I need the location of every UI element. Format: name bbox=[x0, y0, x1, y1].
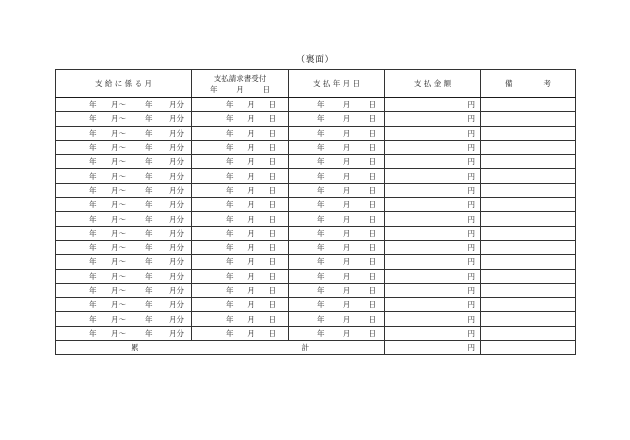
remarks-cell[interactable] bbox=[481, 312, 576, 326]
header-row bbox=[56, 70, 576, 98]
remarks-cell[interactable] bbox=[481, 155, 576, 169]
table-row bbox=[56, 283, 576, 297]
payment-date-cell[interactable]: 年 月 日 bbox=[289, 312, 385, 326]
payment-date-cell[interactable]: 年 月 日 bbox=[289, 269, 385, 283]
total-label-left: 累 bbox=[131, 343, 139, 353]
table-row bbox=[56, 126, 576, 140]
header-receipt-day: 日 bbox=[262, 84, 270, 94]
header-receipt-line1: 支払請求書受付 bbox=[213, 73, 267, 83]
remarks-cell[interactable] bbox=[481, 212, 576, 226]
header-remarks: 備 考 bbox=[481, 70, 576, 98]
amount-cell[interactable]: 円 bbox=[385, 126, 481, 140]
table-row bbox=[56, 226, 576, 240]
table-row bbox=[56, 269, 576, 283]
receipt-date-cell[interactable]: 年 月 日 bbox=[192, 98, 289, 112]
amount-cell[interactable]: 円 bbox=[385, 226, 481, 240]
period-cell[interactable]: 年 月〜 年 月分 bbox=[56, 169, 192, 183]
table-row bbox=[56, 140, 576, 154]
period-cell[interactable]: 年 月〜 年 月分 bbox=[56, 326, 192, 340]
payment-date-cell[interactable]: 年 月 日 bbox=[289, 198, 385, 212]
receipt-date-cell[interactable]: 年 月 日 bbox=[192, 312, 289, 326]
amount-cell[interactable]: 円 bbox=[385, 155, 481, 169]
amount-cell[interactable]: 円 bbox=[385, 269, 481, 283]
period-cell[interactable]: 年 月〜 年 月分 bbox=[56, 240, 192, 254]
receipt-date-cell[interactable]: 年 月 日 bbox=[192, 126, 289, 140]
amount-cell[interactable]: 円 bbox=[385, 298, 481, 312]
receipt-date-cell[interactable]: 年 月 日 bbox=[192, 240, 289, 254]
amount-cell[interactable]: 円 bbox=[385, 240, 481, 254]
payment-date-cell[interactable]: 年 月 日 bbox=[289, 283, 385, 297]
remarks-cell[interactable] bbox=[481, 169, 576, 183]
period-cell[interactable]: 年 月〜 年 月分 bbox=[56, 283, 192, 297]
remarks-cell[interactable] bbox=[481, 183, 576, 197]
total-amount[interactable]: 円 bbox=[385, 341, 481, 355]
total-row bbox=[56, 341, 576, 355]
remarks-cell[interactable] bbox=[481, 269, 576, 283]
amount-cell[interactable]: 円 bbox=[385, 212, 481, 226]
receipt-date-cell[interactable]: 年 月 日 bbox=[192, 255, 289, 269]
table-row bbox=[56, 198, 576, 212]
amount-cell[interactable]: 円 bbox=[385, 255, 481, 269]
header-period: 支 給 に 係 る 月 bbox=[56, 70, 192, 98]
payment-date-cell[interactable]: 年 月 日 bbox=[289, 255, 385, 269]
total-label-right: 計 bbox=[301, 343, 309, 353]
remarks-cell[interactable] bbox=[481, 298, 576, 312]
receipt-date-cell[interactable]: 年 月 日 bbox=[192, 140, 289, 154]
header-receipt-year: 年 bbox=[210, 84, 218, 94]
receipt-date-cell[interactable]: 年 月 日 bbox=[192, 183, 289, 197]
table-row bbox=[56, 255, 576, 269]
receipt-date-cell[interactable]: 年 月 日 bbox=[192, 283, 289, 297]
amount-cell[interactable]: 円 bbox=[385, 112, 481, 126]
table-row bbox=[56, 240, 576, 254]
period-cell[interactable]: 年 月〜 年 月分 bbox=[56, 198, 192, 212]
period-cell[interactable]: 年 月〜 年 月分 bbox=[56, 269, 192, 283]
amount-cell[interactable]: 円 bbox=[385, 98, 481, 112]
payment-date-cell[interactable]: 年 月 日 bbox=[289, 298, 385, 312]
receipt-date-cell[interactable]: 年 月 日 bbox=[192, 298, 289, 312]
table-row bbox=[56, 298, 576, 312]
header-payment-date: 支 払 年 月 日 bbox=[289, 70, 385, 98]
table-row bbox=[56, 155, 576, 169]
receipt-date-cell[interactable]: 年 月 日 bbox=[192, 226, 289, 240]
table-row bbox=[56, 98, 576, 112]
payment-date-cell[interactable]: 年 月 日 bbox=[289, 169, 385, 183]
period-cell[interactable]: 年 月〜 年 月分 bbox=[56, 126, 192, 140]
total-label-cell bbox=[56, 341, 385, 355]
remarks-cell[interactable] bbox=[481, 283, 576, 297]
remarks-cell[interactable] bbox=[481, 326, 576, 340]
header-amount: 支 払 金 額 bbox=[385, 70, 481, 98]
header-receipt-month: 月 bbox=[236, 84, 244, 94]
payment-date-cell[interactable]: 年 月 日 bbox=[289, 226, 385, 240]
period-cell[interactable]: 年 月〜 年 月分 bbox=[56, 140, 192, 154]
remarks-cell[interactable] bbox=[481, 140, 576, 154]
payment-date-cell[interactable]: 年 月 日 bbox=[289, 140, 385, 154]
amount-cell[interactable]: 円 bbox=[385, 312, 481, 326]
header-receipt-date bbox=[192, 70, 289, 98]
amount-cell[interactable]: 円 bbox=[385, 183, 481, 197]
period-cell[interactable]: 年 月〜 年 月分 bbox=[56, 112, 192, 126]
period-cell[interactable]: 年 月〜 年 月分 bbox=[56, 255, 192, 269]
period-cell[interactable]: 年 月〜 年 月分 bbox=[56, 155, 192, 169]
table-row bbox=[56, 169, 576, 183]
amount-cell[interactable]: 円 bbox=[385, 283, 481, 297]
remarks-cell[interactable] bbox=[481, 112, 576, 126]
form-caption: （裏面） bbox=[295, 55, 334, 65]
period-cell[interactable]: 年 月〜 年 月分 bbox=[56, 98, 192, 112]
table-row bbox=[56, 326, 576, 340]
remarks-cell[interactable] bbox=[481, 198, 576, 212]
amount-cell[interactable]: 円 bbox=[385, 198, 481, 212]
remarks-cell[interactable] bbox=[481, 255, 576, 269]
period-cell[interactable]: 年 月〜 年 月分 bbox=[56, 212, 192, 226]
remarks-cell[interactable] bbox=[481, 226, 576, 240]
amount-cell[interactable]: 円 bbox=[385, 169, 481, 183]
total-remarks[interactable] bbox=[481, 341, 576, 355]
amount-cell[interactable]: 円 bbox=[385, 140, 481, 154]
period-cell[interactable]: 年 月〜 年 月分 bbox=[56, 226, 192, 240]
receipt-date-cell[interactable]: 年 月 日 bbox=[192, 198, 289, 212]
payment-record-table bbox=[55, 69, 576, 355]
payment-date-cell[interactable]: 年 月 日 bbox=[289, 112, 385, 126]
payment-date-cell[interactable]: 年 月 日 bbox=[289, 326, 385, 340]
receipt-date-cell[interactable]: 年 月 日 bbox=[192, 212, 289, 226]
period-cell[interactable]: 年 月〜 年 月分 bbox=[56, 312, 192, 326]
receipt-date-cell[interactable]: 年 月 日 bbox=[192, 112, 289, 126]
payment-date-cell[interactable]: 年 月 日 bbox=[289, 240, 385, 254]
amount-cell[interactable]: 円 bbox=[385, 326, 481, 340]
payment-date-cell[interactable]: 年 月 日 bbox=[289, 155, 385, 169]
payment-date-cell[interactable]: 年 月 日 bbox=[289, 212, 385, 226]
remarks-cell[interactable] bbox=[481, 98, 576, 112]
receipt-date-cell[interactable]: 年 月 日 bbox=[192, 326, 289, 340]
receipt-date-cell[interactable]: 年 月 日 bbox=[192, 155, 289, 169]
table-row bbox=[56, 212, 576, 226]
payment-date-cell[interactable]: 年 月 日 bbox=[289, 126, 385, 140]
table-row bbox=[56, 183, 576, 197]
period-cell[interactable]: 年 月〜 年 月分 bbox=[56, 298, 192, 312]
payment-date-cell[interactable]: 年 月 日 bbox=[289, 183, 385, 197]
remarks-cell[interactable] bbox=[481, 126, 576, 140]
table-row bbox=[56, 112, 576, 126]
table-body bbox=[56, 98, 576, 355]
period-cell[interactable]: 年 月〜 年 月分 bbox=[56, 183, 192, 197]
receipt-date-cell[interactable]: 年 月 日 bbox=[192, 269, 289, 283]
table-row bbox=[56, 312, 576, 326]
receipt-date-cell[interactable]: 年 月 日 bbox=[192, 169, 289, 183]
remarks-cell[interactable] bbox=[481, 240, 576, 254]
payment-date-cell[interactable]: 年 月 日 bbox=[289, 98, 385, 112]
